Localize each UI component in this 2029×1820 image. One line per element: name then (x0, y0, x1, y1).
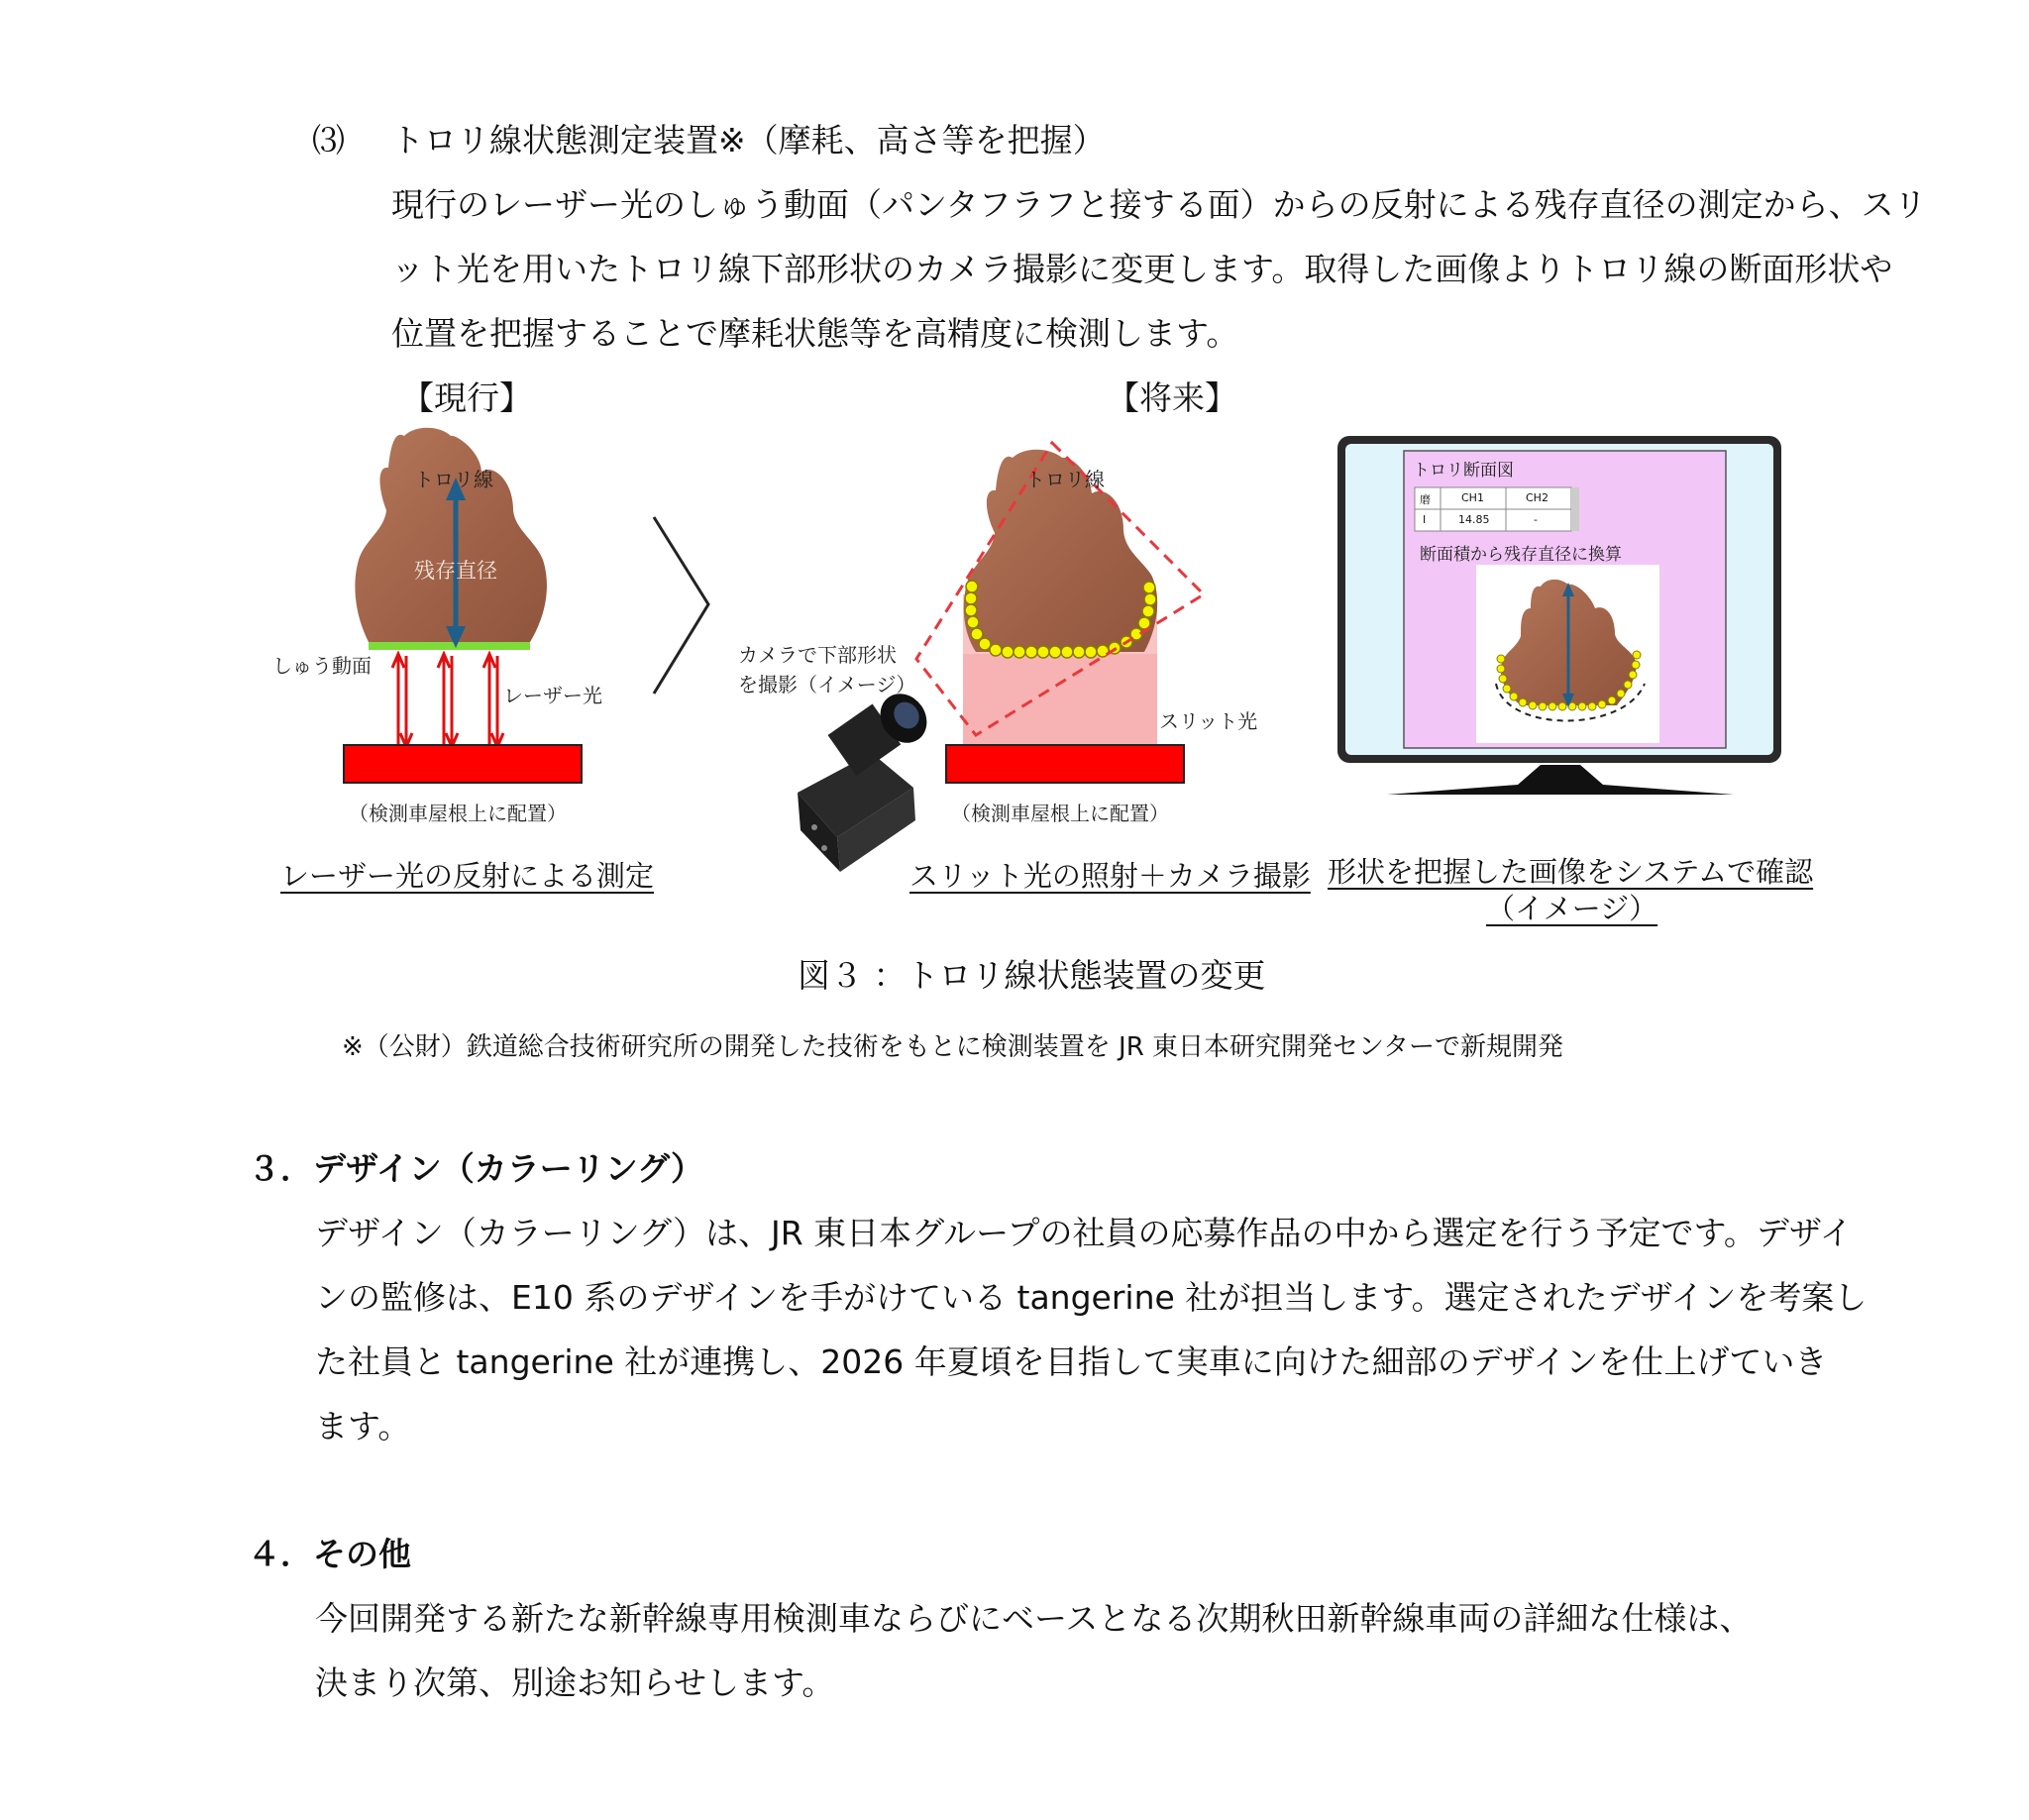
section4-line-2: 決まり次第、別途お知らせします。 (315, 1663, 835, 1702)
section3-line-2: ンの監修は、E10 系のデザインを手がけている tangerine 社が担当します。選定されたデザインを考案し (315, 1278, 1868, 1317)
sliding-surface (369, 642, 530, 650)
section3-line-1: デザイン（カラーリング）は、JR 東日本グループの社員の応募作品の中から選定を行う予定です。デザイ (315, 1214, 1853, 1252)
left-wire-label: トロリ線 (414, 468, 493, 491)
figure-caption: 図３ ：トロリ線状態装置の変更 (798, 956, 1266, 995)
item-number: ⑶ (312, 121, 345, 160)
right-caption-1: 形状を把握した画像をシステムで確認 (1328, 855, 1814, 889)
table-header-1: 磨 (1420, 493, 1431, 506)
middle-roof-box (946, 745, 1184, 783)
left-laser-label: レーザー光 (503, 684, 602, 707)
monitor-diagram (1337, 436, 1781, 795)
middle-roof-label: （検測車屋根上に配置） (951, 802, 1169, 825)
left-roof-box (344, 745, 582, 783)
section4-heading: ４．その他 (248, 1535, 411, 1573)
convert-label: 断面積から残存直径に換算 (1420, 545, 1622, 565)
left-surface-label: しゅう動面 (272, 654, 372, 678)
table-header-3: CH2 (1526, 491, 1548, 504)
paragraph-line-2: ット光を用いたトロリ線下部形状のカメラ撮影に変更します。取得した画像よりトロリ線の断面形状や (391, 250, 1893, 288)
section4-line-1: 今回開発する新たな新幹線専用検測車ならびにベースとなる次期秋田新幹線車両の詳細な仕様は、 (315, 1599, 1753, 1638)
future-header: 【将来】 (1107, 378, 1237, 417)
table-cell-1: I (1423, 513, 1427, 526)
section3-heading: ３．デザイン（カラーリング） (248, 1149, 704, 1188)
middle-wire-label: トロリ線 (1025, 468, 1105, 491)
slit-light (963, 652, 1157, 745)
right-caption-2: （イメージ） (1486, 892, 1658, 925)
section3-line-4: ます。 (315, 1407, 411, 1445)
table-cell-2: 14.85 (1458, 513, 1490, 526)
table-cell-3: - (1534, 513, 1538, 526)
middle-caption: スリット光の照射＋カメラ撮影 (909, 859, 1311, 893)
slit-label: スリット光 (1159, 709, 1258, 733)
paragraph-line-1: 現行のレーザー光のしゅう動面（パンタフラフと接する面）からの反射による残存直径の測定から、スリ (391, 185, 1927, 224)
laser-arrows (392, 654, 503, 747)
camera-label-1: カメラで下部形状 (738, 643, 897, 667)
camera-label-2: を撮影（イメージ） (738, 673, 916, 696)
left-trolley-wire (355, 428, 547, 642)
item-title: トロリ線状態測定装置※（摩耗、高さ等を把握） (391, 121, 1106, 160)
transition-arrow (654, 517, 708, 694)
left-roof-label: （検測車屋根上に配置） (349, 802, 567, 825)
figure-note: ※（公財）鉄道総合技術研究所の開発した技術をもとに検測装置を JR 東日本研究開発センターで新規開発 (342, 1032, 1564, 1062)
left-diameter-label: 残存直径 (414, 559, 497, 583)
left-caption: レーザー光の反射による測定 (280, 859, 655, 893)
current-header: 【現行】 (401, 378, 532, 417)
section3-line-3: た社員と tangerine 社が連携し、2026 年夏頃を目指して実車に向けた細部のデザインを仕上げていき (315, 1342, 1828, 1381)
table-header-2: CH1 (1461, 491, 1484, 504)
paragraph-line-3: 位置を把握することで摩耗状態等を高精度に検測します。 (391, 314, 1239, 353)
camera-icon (798, 685, 936, 872)
window-title: トロリ断面図 (1413, 461, 1514, 481)
